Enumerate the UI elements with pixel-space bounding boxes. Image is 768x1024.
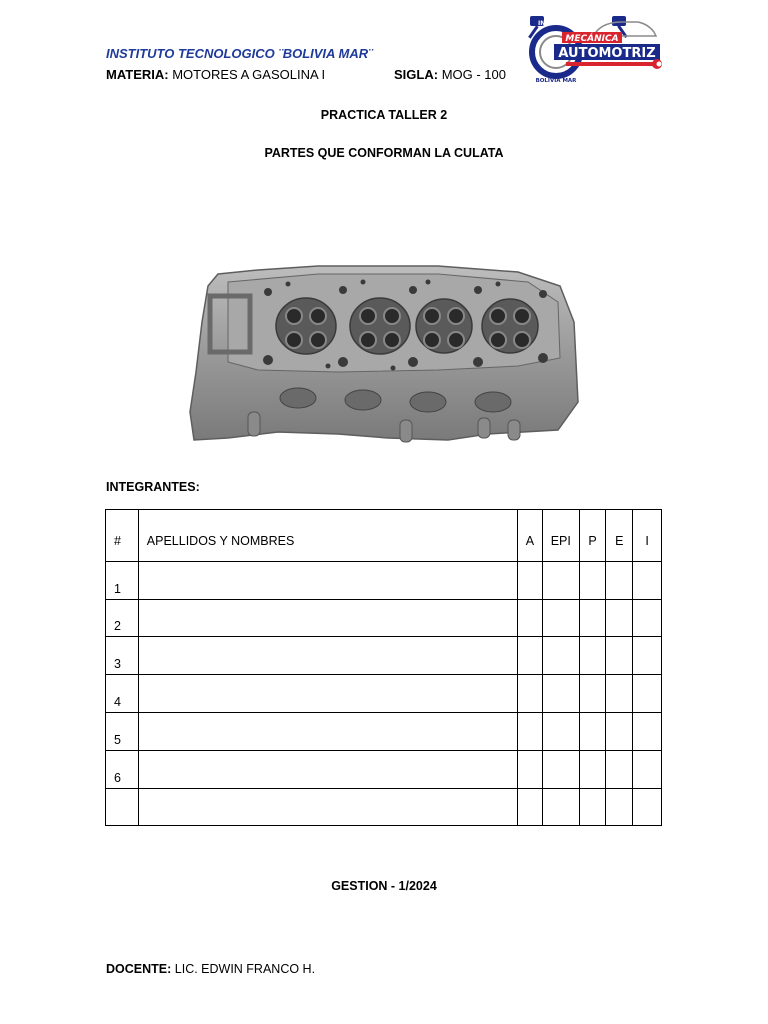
grade-cell[interactable] — [518, 637, 543, 675]
grade-cell[interactable] — [518, 712, 543, 750]
institute-name: INSTITUTO TECNOLOGICO ¨BOLIVIA MAR¨ — [106, 46, 373, 61]
grade-cell[interactable] — [579, 599, 606, 637]
grade-cell[interactable] — [606, 599, 633, 637]
table-header-row — [106, 510, 662, 562]
column-header: I — [633, 510, 662, 562]
automotive-logo — [526, 10, 664, 86]
wrench-icon — [566, 62, 656, 66]
grade-cell[interactable] — [633, 788, 662, 826]
svg-text:MECÁNICA: MECÁNICA — [565, 34, 619, 44]
member-name-cell[interactable] — [138, 599, 517, 637]
grade-cell[interactable] — [542, 561, 579, 599]
svg-text:INSTITUTO: INSTITUTO — [537, 20, 575, 27]
table-row — [106, 675, 662, 713]
grade-cell[interactable] — [579, 675, 606, 713]
grade-cell[interactable] — [579, 637, 606, 675]
column-header: E — [606, 510, 633, 562]
code-line — [394, 67, 506, 82]
grade-cell[interactable] — [606, 788, 633, 826]
member-name-cell[interactable] — [138, 712, 517, 750]
grade-cell[interactable] — [542, 675, 579, 713]
row-number — [106, 788, 139, 826]
teacher-label: DOCENTE: — [106, 962, 172, 976]
table-row — [106, 788, 662, 826]
grade-cell[interactable] — [633, 750, 662, 788]
grade-cell[interactable] — [579, 712, 606, 750]
grade-cell[interactable] — [542, 637, 579, 675]
grade-cell[interactable] — [606, 750, 633, 788]
term-label: GESTION - 1/2024 — [331, 879, 437, 893]
svg-text:BOLIVIA MAR: BOLIVIA MAR — [535, 78, 577, 84]
grade-cell[interactable] — [518, 788, 543, 826]
row-number: 4 — [106, 675, 139, 713]
grade-cell[interactable] — [606, 712, 633, 750]
teacher-name: LIC. EDWIN FRANCO H. — [174, 962, 316, 976]
member-name-cell[interactable] — [138, 788, 517, 826]
row-number: 1 — [106, 561, 139, 599]
grade-cell[interactable] — [633, 561, 662, 599]
members-table — [105, 509, 662, 826]
grade-cell[interactable] — [518, 561, 543, 599]
member-name-cell[interactable] — [138, 561, 517, 599]
grade-cell[interactable] — [579, 750, 606, 788]
grade-cell[interactable] — [606, 675, 633, 713]
cylinder-head-photo — [188, 262, 580, 450]
subject-line — [106, 67, 325, 82]
column-header: EPI — [542, 510, 579, 562]
row-number: 5 — [106, 712, 139, 750]
grade-cell[interactable] — [542, 788, 579, 826]
column-header: APELLIDOS Y NOMBRES — [138, 510, 517, 562]
member-name-cell[interactable] — [138, 750, 517, 788]
table-row — [106, 750, 662, 788]
grade-cell[interactable] — [633, 675, 662, 713]
grade-cell[interactable] — [579, 561, 606, 599]
grade-cell[interactable] — [518, 750, 543, 788]
column-header: A — [518, 510, 543, 562]
grade-cell[interactable] — [542, 599, 579, 637]
grade-cell[interactable] — [606, 637, 633, 675]
grade-cell[interactable] — [542, 712, 579, 750]
members-label: INTEGRANTES: — [106, 480, 200, 494]
code-label: SIGLA: — [394, 67, 439, 82]
member-name-cell[interactable] — [138, 675, 517, 713]
grade-cell[interactable] — [518, 675, 543, 713]
column-header: P — [579, 510, 606, 562]
svg-text:AUTOMOTRIZ: AUTOMOTRIZ — [558, 46, 656, 61]
table-row — [106, 637, 662, 675]
grade-cell[interactable] — [606, 561, 633, 599]
table-row — [106, 561, 662, 599]
column-header: # — [106, 510, 139, 562]
grade-cell[interactable] — [518, 599, 543, 637]
teacher-line — [106, 962, 315, 976]
code-value: MOG - 100 — [441, 67, 506, 82]
grade-cell[interactable] — [579, 788, 606, 826]
subject-label: MATERIA: — [106, 67, 169, 82]
row-number: 3 — [106, 637, 139, 675]
row-number: 6 — [106, 750, 139, 788]
grade-cell[interactable] — [633, 599, 662, 637]
row-number: 2 — [106, 599, 139, 637]
table-row — [106, 599, 662, 637]
document-subtitle: PARTES QUE CONFORMAN LA CULATA — [264, 146, 504, 160]
grade-cell[interactable] — [633, 712, 662, 750]
member-name-cell[interactable] — [138, 637, 517, 675]
document-title: PRACTICA TALLER 2 — [320, 108, 448, 122]
grade-cell[interactable] — [542, 750, 579, 788]
grade-cell[interactable] — [633, 637, 662, 675]
subject-value: MOTORES A GASOLINA I — [172, 67, 326, 82]
table-row — [106, 712, 662, 750]
